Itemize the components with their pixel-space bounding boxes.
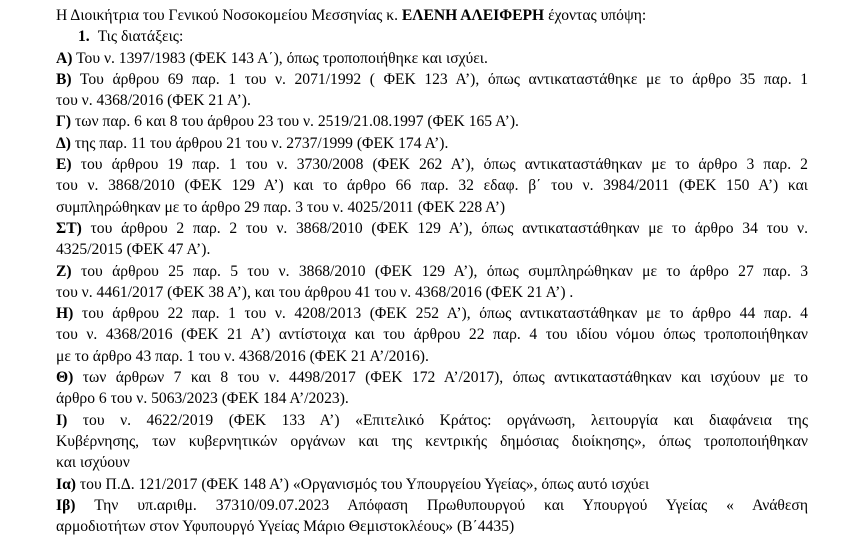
provision-d-line-1 xyxy=(56,133,808,154)
provision-text: Του άρθρου 69 παρ. 1 του ν. 2071/1992 ( ΦΕΚ 123 Α’), όπως αντικαταστάθηκε με το άρθρο 35 παρ. 1 xyxy=(79,70,808,88)
provision-e-line-1 xyxy=(56,154,808,175)
provision-text: του ν. 4622/2019 (ΦΕΚ 133 Α’) «Επιτελικό Κράτος: οργάνωση, λειτουργία και διαφάνεια της xyxy=(82,411,809,429)
provision-text: Του ν. 1397/1983 (ΦΕΚ 143 Α΄), όπως τροποποιήθηκε και ισχύει. xyxy=(76,49,488,67)
provision-label: Δ) xyxy=(56,134,71,152)
provision-text: και ισχύουν xyxy=(56,454,130,472)
provision-text: του άρθρου 2 παρ. 2 του ν. 3868/2010 (ΦΕΚ 129 Α’), όπως αντικαταστάθηκαν με το άρθρο 34 του ν. xyxy=(90,219,809,237)
intro-prefix: Η Διοικήτρια του Γενικού Νοσοκομείου Μεσσηνίας κ. xyxy=(56,7,402,24)
provision-text: του άρθρου 22 παρ. 1 του ν. 4208/2013 (ΦΕΚ 252 Α’), όπως αντικαταστάθηκαν με το άρθρο 44 παρ. 4 xyxy=(81,305,808,323)
provision-st-line-1 xyxy=(56,218,808,239)
provision-b-line-1 xyxy=(56,69,808,90)
provision-c-line-1 xyxy=(56,111,808,132)
intro-line xyxy=(56,5,808,26)
provision-label: Γ) xyxy=(56,113,72,131)
provision-ib-line-2 xyxy=(56,516,808,537)
provision-label: Ζ) xyxy=(56,262,72,280)
provision-text: του ν. 4368/2016 (ΦΕΚ 21 Α’) αντίστοιχα και του άρθρου 22 παρ. 4 του ιδίου νόμου όπως τροποποιήθηκαν xyxy=(56,326,808,344)
provision-i-line-2 xyxy=(56,431,808,452)
provision-text: του ν. 4368/2016 (ΦΕΚ 21 Α’). xyxy=(56,92,251,110)
provision-text: της παρ. 11 του άρθρου 21 του ν. 2737/1999 (ΦΕΚ 174 Α’). xyxy=(74,134,449,152)
provision-text: Την υπ.αριθμ. 37310/09.07.2023 Απόφαση Πρωθυπουργού και Υπουργού Υγείας « Ανάθεση xyxy=(94,496,808,514)
provision-b-line-2 xyxy=(56,90,808,111)
provision-text: του άρθρου 19 παρ. 1 του ν. 3730/2008 (ΦΕΚ 262 Α’), όπως αντικαταστάθηκαν με το άρθρο 3 παρ. 2 xyxy=(80,156,808,174)
provision-label: ΣΤ) xyxy=(56,219,82,237)
provision-st-line-2 xyxy=(56,239,808,260)
provision-label: Β) xyxy=(56,70,72,88)
provision-th-line-1 xyxy=(56,367,808,388)
provision-label: Η) xyxy=(56,305,74,323)
section-heading xyxy=(56,26,808,47)
provision-z-line-1 xyxy=(56,261,808,282)
provision-text: του Π.Δ. 121/2017 (ΦΕΚ 148 Α’) «Οργανισμός του Υπουργείου Υγείας», όπως αυτό ισχύει xyxy=(79,475,650,493)
provision-text: συμπληρώθηκαν με το άρθρο 29 παρ. 3 του ν. 4025/2011 (ΦΕΚ 228 Α’) xyxy=(56,198,506,216)
provision-text: άρθρο 6 του ν. 5063/2023 (ΦΕΚ 184 Α’/2023). xyxy=(56,390,349,408)
provision-label: Θ) xyxy=(56,369,74,387)
intro-suffix: έχοντας υπόψη: xyxy=(544,7,647,24)
provision-label: Α) xyxy=(56,49,73,67)
provision-text: αρμοδιοτήτων στον Υφυπουργό Υγείας Μάριο Θεμιστοκλέους» (Β΄4435) xyxy=(56,518,515,536)
provision-e-line-3 xyxy=(56,197,808,218)
provision-e-line-2 xyxy=(56,175,808,196)
provision-text: Κυβέρνησης, των κυβερνητικών οργάνων και της κεντρικής δημόσιας διοίκησης», όπως τροποποιήθηκαν xyxy=(56,432,808,450)
provision-label: Ι) xyxy=(56,411,68,429)
provision-text: του ν. 3868/2010 (ΦΕΚ 129 Α’) και το άρθρο 66 παρ. 32 εδαφ. β΄ του ν. 3984/2011 (ΦΕΚ 150 Α’) και xyxy=(56,177,808,195)
provision-label: Ια) xyxy=(56,475,76,493)
provision-a-line-1 xyxy=(56,48,808,69)
provision-i-line-1 xyxy=(56,410,808,431)
section-number: 1. xyxy=(78,28,90,46)
provision-label: Ιβ) xyxy=(56,496,76,514)
provision-h-line-2 xyxy=(56,324,808,345)
provision-text: 4325/2015 (ΦΕΚ 47 Α’). xyxy=(56,241,211,259)
provision-z-line-2 xyxy=(56,282,808,303)
provision-text: του ν. 4461/2017 (ΦΕΚ 38 Α’), και του άρθρου 41 του ν. 4368/2016 (ΦΕΚ 21 Α’) . xyxy=(56,283,574,301)
provision-text: των παρ. 6 και 8 του άρθρου 23 του ν. 2519/21.08.1997 (ΦΕΚ 165 Α’). xyxy=(75,113,519,131)
document-page xyxy=(56,5,808,537)
provision-ia-line-1 xyxy=(56,474,808,495)
provision-th-line-2 xyxy=(56,388,808,409)
provision-text: του άρθρου 25 παρ. 5 του ν. 3868/2010 (ΦΕΚ 129 Α’), όπως συμπληρώθηκαν με το άρθρο 27 παρ. 3 xyxy=(80,262,809,280)
provision-text: με το άρθρο 43 παρ. 1 του ν. 4368/2016 (ΦΕΚ 21 Α’/2016). xyxy=(56,347,429,365)
section-title: Τις διατάξεις: xyxy=(97,28,184,46)
provision-label: Ε) xyxy=(56,156,72,174)
provision-h-line-1 xyxy=(56,303,808,324)
provision-h-line-3 xyxy=(56,346,808,367)
provision-i-line-3 xyxy=(56,452,808,473)
provision-text: των άρθρων 7 και 8 του ν. 4498/2017 (ΦΕΚ 172 Α’/2017), όπως αντικαταστάθηκαν και ισχύουν με το xyxy=(82,369,808,387)
director-name: ΕΛΕΝΗ ΑΛΕΙΦΕΡΗ xyxy=(401,7,545,24)
